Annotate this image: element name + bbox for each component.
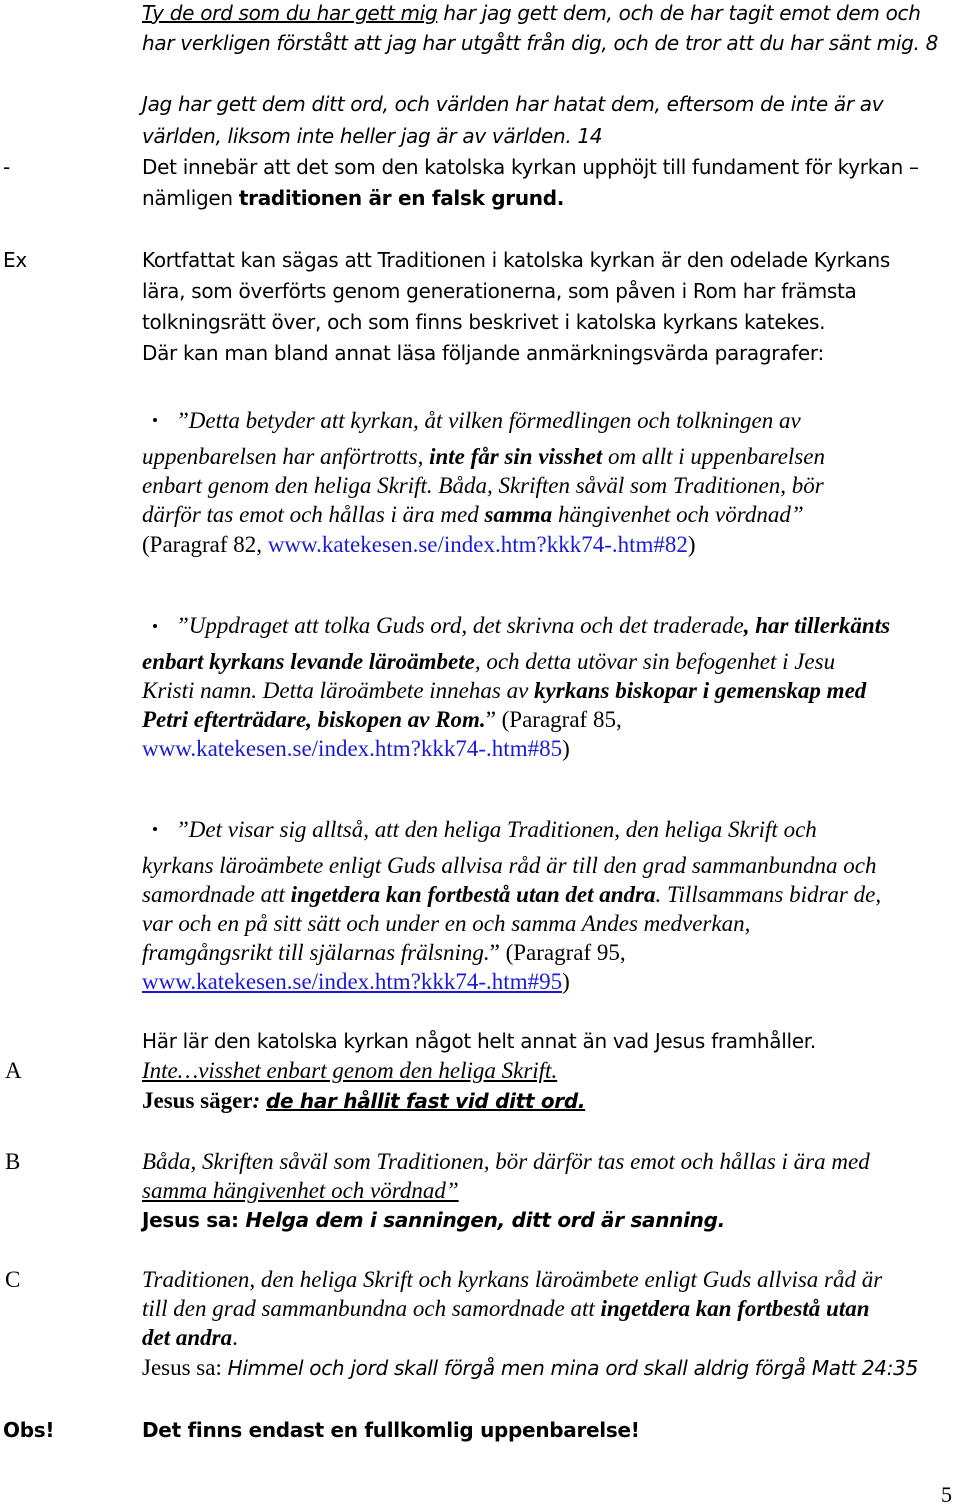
marker-b: B [5, 1149, 21, 1174]
a-line-2: Jesus säger: de har hållit fast vid ditt ord. [142, 1088, 586, 1113]
quote3-line-6: www.katekesen.se/index.htm?kkk74-.htm#95) [142, 969, 570, 994]
bullet-icon [153, 418, 157, 422]
quote2-line-2: enbart kyrkans levande läroämbete, och detta utövar sin befogenhet i Jesu [142, 649, 836, 674]
quote2-line-4: Petri efterträdare, biskopen av Rom.” (Paragraf 85, [142, 707, 622, 732]
ex-line-1: Kortfattat kan sägas att Traditionen i katolska kyrkan är den odelade Kyrkans [142, 248, 890, 272]
top-line-3: Jag har gett dem ditt ord, och världen har hatat dem, eftersom de inte är av [142, 92, 884, 116]
top-line-4: världen, liksom inte heller jag är av världen. 14 [142, 124, 603, 148]
marker-a: A [5, 1058, 22, 1083]
quote3-line-2: kyrkans läroämbete enligt Guds allvisa råd är till den grad sammanbundna och [142, 853, 877, 878]
quote3-line-5: framgångsrikt till själarnas frälsning.” (Paragraf 95, [142, 940, 626, 965]
bullet-icon [153, 624, 157, 628]
point-line-1: Det innebär att det som den katolska kyrkan upphöjt till fundament för kyrkan – [142, 155, 919, 179]
quote1-line-5: (Paragraf 82, www.katekesen.se/index.htm?kkk74-.htm#82) [142, 532, 696, 557]
quote3-line-3: samordnade att ingetdera kan fortbestå utan det andra. Tillsammans bidrar de, [142, 882, 882, 907]
c-line-3: det andra. [142, 1325, 238, 1350]
c-line-2: till den grad sammanbundna och samordnade att ingetdera kan fortbestå utan [142, 1296, 870, 1321]
quote1-line-2: uppenbarelsen har anförtrotts, inte får sin visshet om allt i uppenbarelsen [142, 444, 825, 469]
quote3-line-4: var och en på sitt sätt och under en och samma Andes medverkan, [142, 911, 751, 936]
c-line-1: Traditionen, den heliga Skrift och kyrkans läroämbete enligt Guds allvisa råd är [142, 1267, 883, 1292]
ex-line-4: Där kan man bland annat läsa följande anmärkningsvärda paragrafer: [142, 341, 824, 365]
quote2-line-3: Kristi namn. Detta läroämbete innehas av kyrkans biskopar i gemenskap med [142, 678, 867, 703]
page-number: 5 [941, 1482, 952, 1507]
c-line-4: Jesus sa: Himmel och jord skall förgå men mina ord skall aldrig förgå Matt 24:35 [142, 1355, 919, 1380]
ex-line-3: tolkningsrätt över, och som finns beskrivet i katolska kyrkans katekes. [142, 310, 826, 334]
dash-marker: - [3, 155, 10, 179]
b-line-2: samma hängivenhet och vördnad” [142, 1178, 459, 1203]
b-line-3: Jesus sa: Helga dem i sanningen, ditt ord är sanning. [142, 1208, 725, 1232]
point-line-2: nämligen traditionen är en falsk grund. [142, 186, 565, 210]
quote2-line-5: www.katekesen.se/index.htm?kkk74-.htm#85) [142, 736, 570, 761]
bullet-icon [153, 827, 157, 831]
a-line-1: Inte…visshet enbart genom den heliga Skrift. [142, 1058, 558, 1083]
link-paragraph-82[interactable]: www.katekesen.se/index.htm?kkk74-.htm#82 [267, 532, 688, 557]
quote1-line-4: därför tas emot och hållas i ära med samma hängivenhet och vördnad” [142, 502, 804, 527]
marker-c: C [5, 1267, 21, 1292]
b-line-1: Båda, Skriften såväl som Traditionen, bör därför tas emot och hållas i ära med [142, 1149, 870, 1174]
quote2-line-1: ”Uppdraget att tolka Guds ord, det skrivna och det traderade, har tillerkänts [176, 613, 891, 638]
ex-marker: Ex [3, 248, 27, 272]
quote3-line-1: ”Det visar sig alltså, att den heliga Traditionen, den heliga Skrift och [176, 817, 817, 842]
quote1-line-1: ”Detta betyder att kyrkan, åt vilken förmedlingen och tolkningen av [176, 408, 801, 433]
top-line-1: Ty de ord som du har gett mig har jag gett dem, och de har tagit emot dem och [142, 1, 921, 25]
summary-intro: Här lär den katolska kyrkan något helt annat än vad Jesus framhåller. [142, 1029, 816, 1053]
obs-marker: Obs! [3, 1418, 55, 1442]
ex-line-2: lära, som överförts genom generationerna, som påven i Rom har främsta [142, 279, 857, 303]
obs-text: Det finns endast en fullkomlig uppenbarelse! [142, 1418, 640, 1442]
top-line-2: har verkligen förstått att jag har utgått från dig, och de tror att du har sänt mig. 8 [142, 31, 939, 55]
link-paragraph-95[interactable]: www.katekesen.se/index.htm?kkk74-.htm#95 [142, 969, 563, 994]
quote1-line-3: enbart genom den heliga Skrift. Båda, Skriften såväl som Traditionen, bör [142, 473, 824, 498]
link-paragraph-85[interactable]: www.katekesen.se/index.htm?kkk74-.htm#85 [142, 736, 563, 761]
